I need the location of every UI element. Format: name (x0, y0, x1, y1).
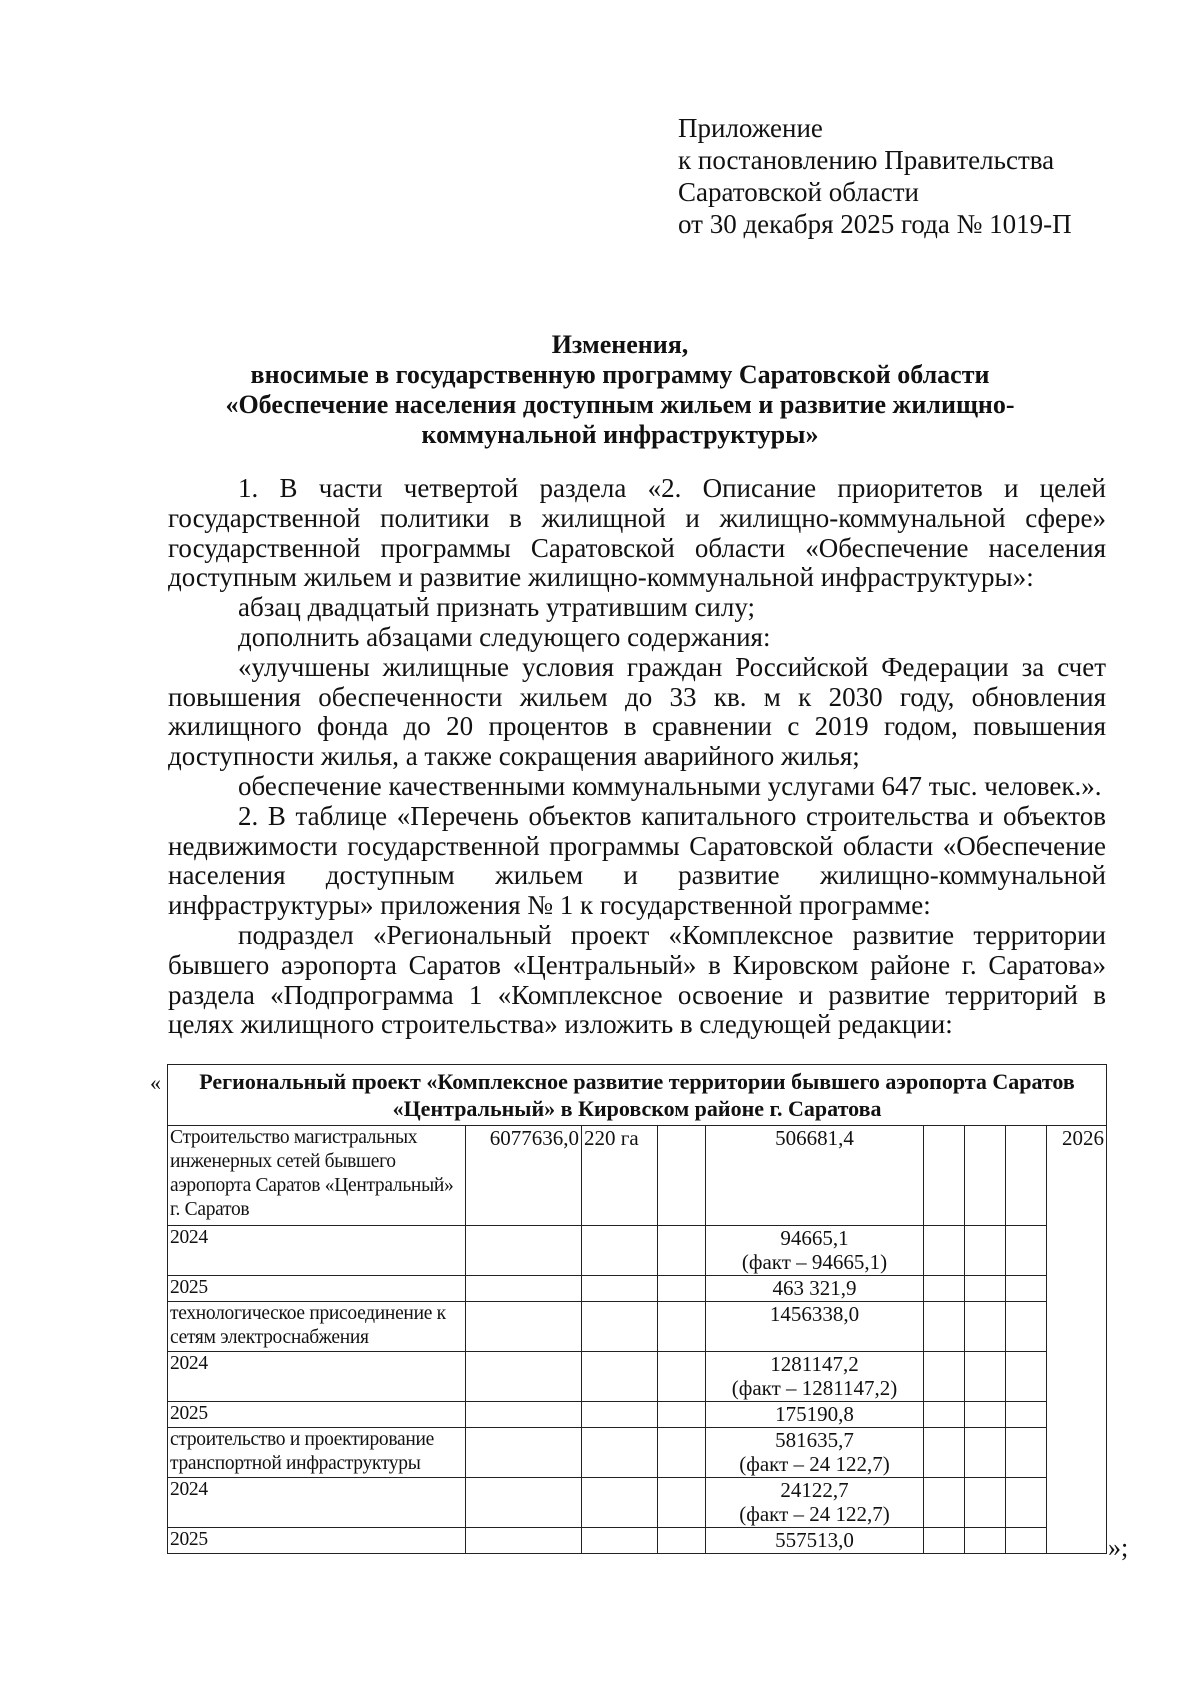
row-name: 2025 (168, 1528, 466, 1554)
empty-cell (965, 1352, 1006, 1402)
paragraph: обеспечение качественными коммунальными услугами 647 тыс. человек.». (238, 770, 1102, 801)
empty-cell (965, 1402, 1006, 1428)
empty-cell (1006, 1126, 1047, 1226)
annex-line: от 30 декабря 2025 года № 1019-П (678, 209, 1072, 239)
empty-cell (658, 1276, 706, 1302)
table-close-quote: »; (1108, 1533, 1129, 1562)
empty-cell (582, 1428, 658, 1478)
table-row (168, 1276, 1107, 1302)
empty-cell (1006, 1226, 1047, 1276)
row-name: 2024 (168, 1352, 466, 1402)
table-row (168, 1402, 1107, 1428)
empty-cell (582, 1352, 658, 1402)
empty-cell (924, 1428, 965, 1478)
empty-cell (466, 1276, 582, 1302)
capacity-cell: 220 га (582, 1126, 658, 1226)
table-row (168, 1528, 1107, 1554)
empty-cell (1006, 1528, 1047, 1554)
table-row (168, 1126, 1107, 1226)
title-line: «Обеспечение населения доступным жильем и развитие жилищно- (225, 390, 1015, 419)
empty-cell (1006, 1428, 1047, 1478)
amount-fact: (факт – 1281147,2) (731, 1376, 898, 1400)
table-row (168, 1428, 1107, 1478)
empty-cell (924, 1352, 965, 1402)
empty-cell (466, 1478, 582, 1528)
paragraph: 1. В части четвертой раздела «2. Описание приоритетов и целей государственной политики в жилищной и жилищно-коммунальной сфере» государственной программы Саратовской области «Обеспечение населения доступным жильем и развитие жилищно-коммунальной инфраструктуры»: (168, 473, 1106, 593)
annex-line: к постановлению Правительства (678, 145, 1055, 175)
project-table (167, 1064, 1107, 1554)
empty-cell (466, 1352, 582, 1402)
title-line: коммунальной инфраструктуры» (421, 420, 819, 449)
empty-cell (924, 1302, 965, 1352)
empty-cell (924, 1226, 965, 1276)
table-row (168, 1226, 1107, 1276)
amount-cell (706, 1428, 924, 1478)
empty-cell (924, 1528, 965, 1554)
empty-cell (924, 1276, 965, 1302)
empty-cell (965, 1478, 1006, 1528)
amount-line: 1281147,2 (770, 1352, 859, 1376)
amount-cell (706, 1352, 924, 1402)
amount-line: 581635,7 (775, 1428, 854, 1452)
empty-cell (924, 1402, 965, 1428)
row-name: строительство и проектирование транспортной инфраструктуры (168, 1428, 466, 1478)
empty-cell (582, 1302, 658, 1352)
empty-cell (965, 1302, 1006, 1352)
paragraph: «улучшены жилищные условия граждан Российской Федерации за счет повышения обеспеченности жильем до 33 кв. м к 2030 году, обновления жилищного фонда до 20 процентов в сравнении с 2019 годом, повышения доступности жилья, а также сокращения аварийного жилья; (168, 651, 1106, 772)
amount-line: 94665,1 (780, 1226, 849, 1250)
row-name: Строительство магистральных инженерных сетей бывшего аэропорта Саратов «Центральный» г. Саратов (168, 1126, 466, 1226)
amount-cell: 175190,8 (706, 1402, 924, 1428)
empty-cell (658, 1126, 706, 1226)
empty-cell (658, 1478, 706, 1528)
cost-cell: 6077636,0 (466, 1126, 582, 1226)
title-line: вносимые в государственную программу Саратовской области (250, 360, 990, 389)
annex-line: Саратовской области (678, 177, 919, 207)
empty-cell (965, 1126, 1006, 1226)
empty-cell (658, 1302, 706, 1352)
empty-cell (658, 1226, 706, 1276)
paragraph: дополнить абзацами следующего содержания: (238, 621, 771, 652)
amount-cell: 1456338,0 (706, 1302, 924, 1352)
table-open-quote: « (150, 1070, 161, 1095)
amount-fact: (факт – 94665,1) (741, 1250, 888, 1274)
row-name: технологическое присоединение к сетям электроснабжения (168, 1302, 466, 1352)
document-title (160, 330, 1080, 450)
empty-cell (466, 1402, 582, 1428)
table-header: Региональный проект «Комплексное развитие территории бывшего аэропорта Саратов «Центральный» в Кировском районе г. Саратова (168, 1065, 1107, 1126)
paragraph: 2. В таблице «Перечень объектов капитального строительства и объектов недвижимости государственной программы Саратовской области «Обеспечение населения доступным жильем и развитие жилищно-коммунальной инфраструктуры» приложения № 1 к государственной программе: (168, 800, 1106, 921)
empty-cell (658, 1402, 706, 1428)
empty-cell (466, 1528, 582, 1554)
row-name: 2024 (168, 1478, 466, 1528)
empty-cell (1006, 1302, 1047, 1352)
empty-cell (1006, 1402, 1047, 1428)
empty-cell (924, 1478, 965, 1528)
amount-cell: 506681,4 (706, 1126, 924, 1226)
empty-cell (658, 1428, 706, 1478)
empty-cell (1006, 1478, 1047, 1528)
amount-fact: (факт – 24 122,7) (739, 1452, 890, 1476)
amount-line: 24122,7 (780, 1478, 849, 1502)
empty-cell (582, 1276, 658, 1302)
empty-cell (582, 1402, 658, 1428)
empty-cell (965, 1226, 1006, 1276)
empty-cell (582, 1478, 658, 1528)
empty-cell (658, 1352, 706, 1402)
empty-cell (582, 1226, 658, 1276)
amount-fact: (факт – 24 122,7) (739, 1502, 890, 1526)
amount-cell (706, 1226, 924, 1276)
empty-cell (1006, 1352, 1047, 1402)
table-row (168, 1302, 1107, 1352)
empty-cell (466, 1428, 582, 1478)
empty-cell (658, 1528, 706, 1554)
empty-cell (965, 1276, 1006, 1302)
empty-cell (965, 1528, 1006, 1554)
title-line: Изменения, (551, 330, 689, 359)
table-row (168, 1478, 1107, 1528)
annex-line: Приложение (678, 113, 823, 143)
amount-cell: 463 321,9 (706, 1276, 924, 1302)
empty-cell (1006, 1276, 1047, 1302)
body-text (168, 474, 1106, 1040)
paragraph: абзац двадцатый признать утратившим силу; (238, 592, 755, 623)
annex-block (678, 112, 1072, 240)
amount-cell: 557513,0 (706, 1528, 924, 1554)
table-header-row (168, 1065, 1107, 1126)
empty-cell (582, 1528, 658, 1554)
table-row (168, 1352, 1107, 1402)
empty-cell (466, 1226, 582, 1276)
row-name: 2025 (168, 1402, 466, 1428)
empty-cell (466, 1302, 582, 1352)
empty-cell (965, 1428, 1006, 1478)
row-name: 2025 (168, 1276, 466, 1302)
paragraph: подраздел «Региональный проект «Комплексное развитие территории бывшего аэропорта Саратов «Центральный» в Кировском районе г. Саратова» раздела «Подпрограмма 1 «Комплексное освоение и развитие территорий в целях жилищного строительства» изложить в следующей редакции: (168, 919, 1106, 1040)
empty-cell (924, 1126, 965, 1226)
year-cell: 2026 (1047, 1126, 1107, 1554)
row-name: 2024 (168, 1226, 466, 1276)
amount-cell (706, 1478, 924, 1528)
